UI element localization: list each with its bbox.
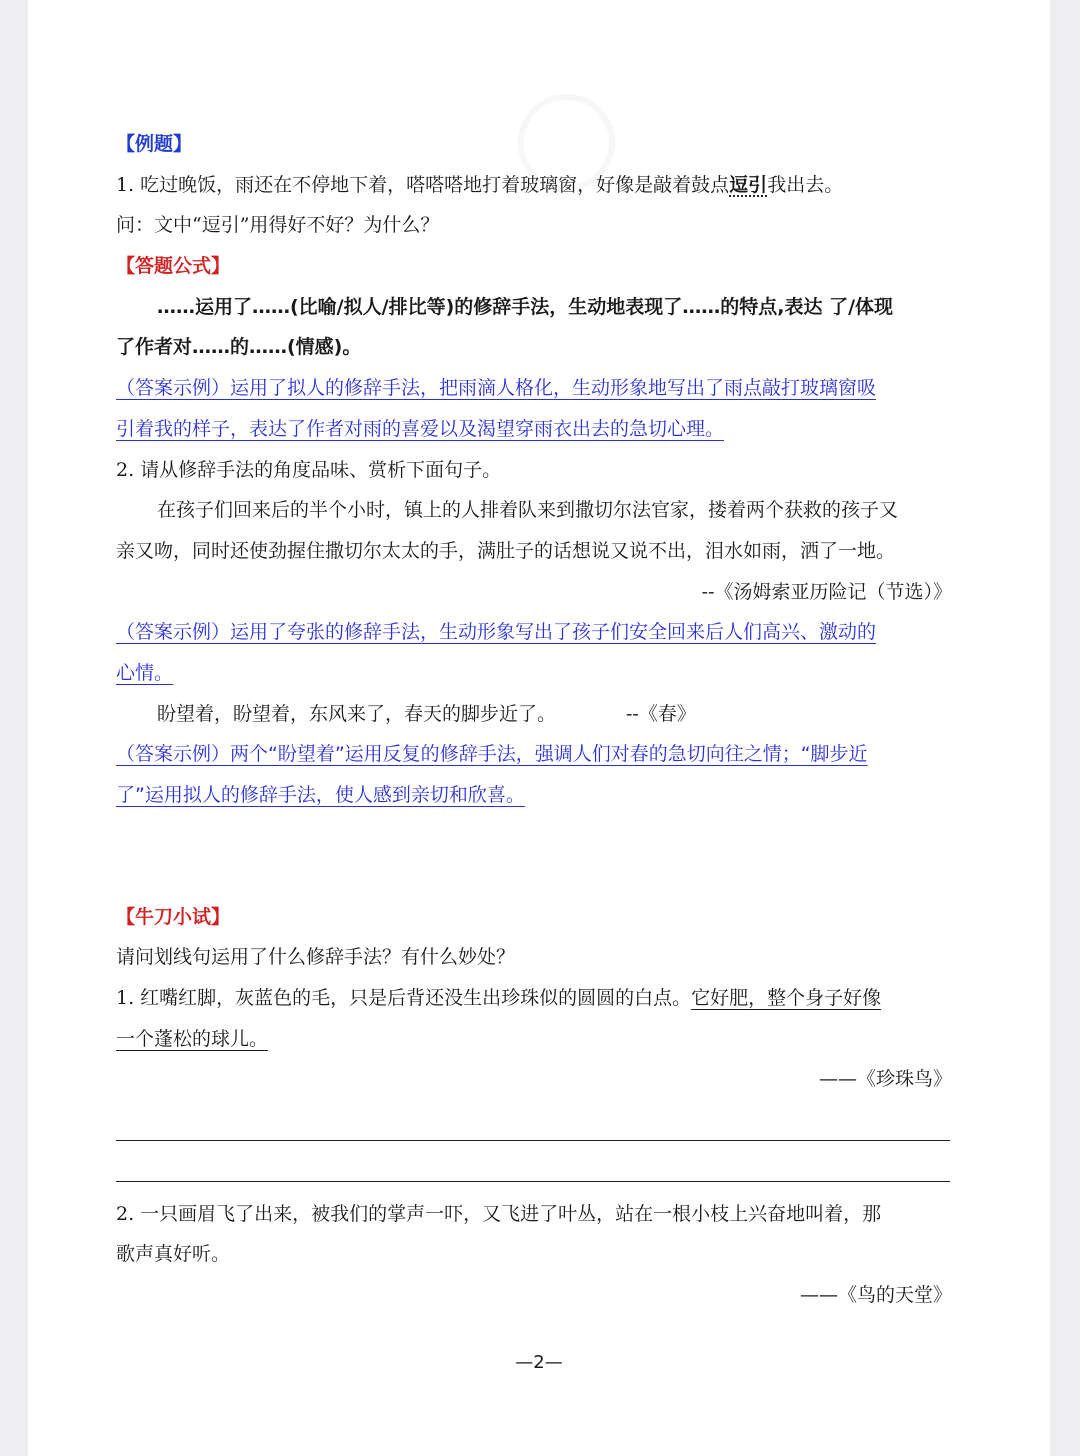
- practice-prompt: 请问划线句运用了什么修辞手法？有什么妙处？: [116, 946, 516, 969]
- formula-line-1: ……运用了……(比喻/拟人/排比等)的修辞手法，生动地表现了……的特点,表达 了/体现: [157, 295, 894, 318]
- question-2-answer2-line-1: （答案示例）两个“盼望着”运用反复的修辞手法，强调人们对春的急切向往之情；“脚步近: [116, 743, 868, 766]
- watermark: ◯: [485, 59, 638, 213]
- underlined-sentence: 它好肥，整个身子好像: [691, 987, 882, 1010]
- practice-item-1-source: ——《珍珠鸟》: [818, 1068, 952, 1091]
- question-2-prompt: 2. 请从修辞手法的角度品味、赏析下面句子。: [116, 458, 502, 481]
- underlined-sentence-cont: 一个蓬松的球儿。: [116, 1027, 269, 1050]
- formula-line-2: 了作者对……的……(情感)。: [116, 336, 362, 359]
- section-gap: [116, 816, 962, 897]
- formula-header: 【答题公式】: [116, 255, 231, 278]
- document-page: [28, 0, 1050, 1456]
- answer-blank-line[interactable]: [116, 1100, 962, 1141]
- spring-quote: 盼望着，盼望着，东风来了，春天的脚步近了。 --《春》: [157, 702, 696, 725]
- question-2-source: --《汤姆索亚历险记（节选）》: [701, 580, 952, 603]
- question-2-answer-line-2: 心情。: [116, 661, 174, 684]
- practice-item-2-line-1: 2. 一只画眉飞了出来，被我们的掌声一吓，又飞进了叶丛，站在一根小枝上兴奋地叫着，那: [116, 1202, 882, 1225]
- practice-item-2-source: ——《鸟的天堂》: [799, 1283, 952, 1306]
- question-2-passage-line-1: 在孩子们回来后的半个小时，镇上的人排着队来到撒切尔法官家，搂着两个获救的孩子又: [157, 499, 899, 522]
- example-header: 【例题】: [116, 133, 193, 155]
- example-question-1: 1. 吃过晚饭，雨还在不停地下着，嗒嗒嗒地打着玻璃窗，好像是敲着鼓点逗引我出去。: [116, 173, 844, 196]
- question-2-answer2-line-2: 了”运用拟人的修辞手法，使人感到亲切和欣喜。: [116, 784, 525, 806]
- practice-item-1-line-2: [116, 1019, 962, 1060]
- question-2-answer-line-1: （答案示例）运用了夸张的修辞手法，生动形象写出了孩子们安全回来后人们高兴、激动的: [116, 621, 877, 644]
- practice-item-1-line-1: 1. 红嘴红脚，灰蓝色的毛，只是后背还没生出珍珠似的圆圆的白点。它好肥，整个身子好像: [116, 987, 882, 1010]
- question-2-passage-line-2: 亲又吻，同时还使劲握住撒切尔太太的手，满肚子的话想说又说不出，泪水如雨，洒了一地。: [116, 539, 896, 562]
- example-ask: 问：文中“逗引”用得好不好？为什么？: [116, 214, 440, 237]
- page-number: —2—: [515, 1352, 563, 1373]
- practice-header: 【牛刀小试】: [116, 905, 231, 928]
- spring-source: --《春》: [626, 702, 696, 725]
- emphasized-word: 逗引: [729, 173, 768, 196]
- practice-item-2-line-2: 歌声真好听。: [116, 1243, 231, 1266]
- answer-blank-line[interactable]: [116, 1141, 962, 1182]
- document-content: [116, 124, 962, 1316]
- formula-answer-line-2: 引着我的样子，表达了作者对雨的喜爱以及渴望穿雨衣出去的急切心理。: [116, 417, 725, 440]
- formula-answer-line-1: （答案示例）运用了拟人的修辞手法，把雨滴人格化，生动形象地写出了雨点敲打玻璃窗吸: [116, 377, 877, 400]
